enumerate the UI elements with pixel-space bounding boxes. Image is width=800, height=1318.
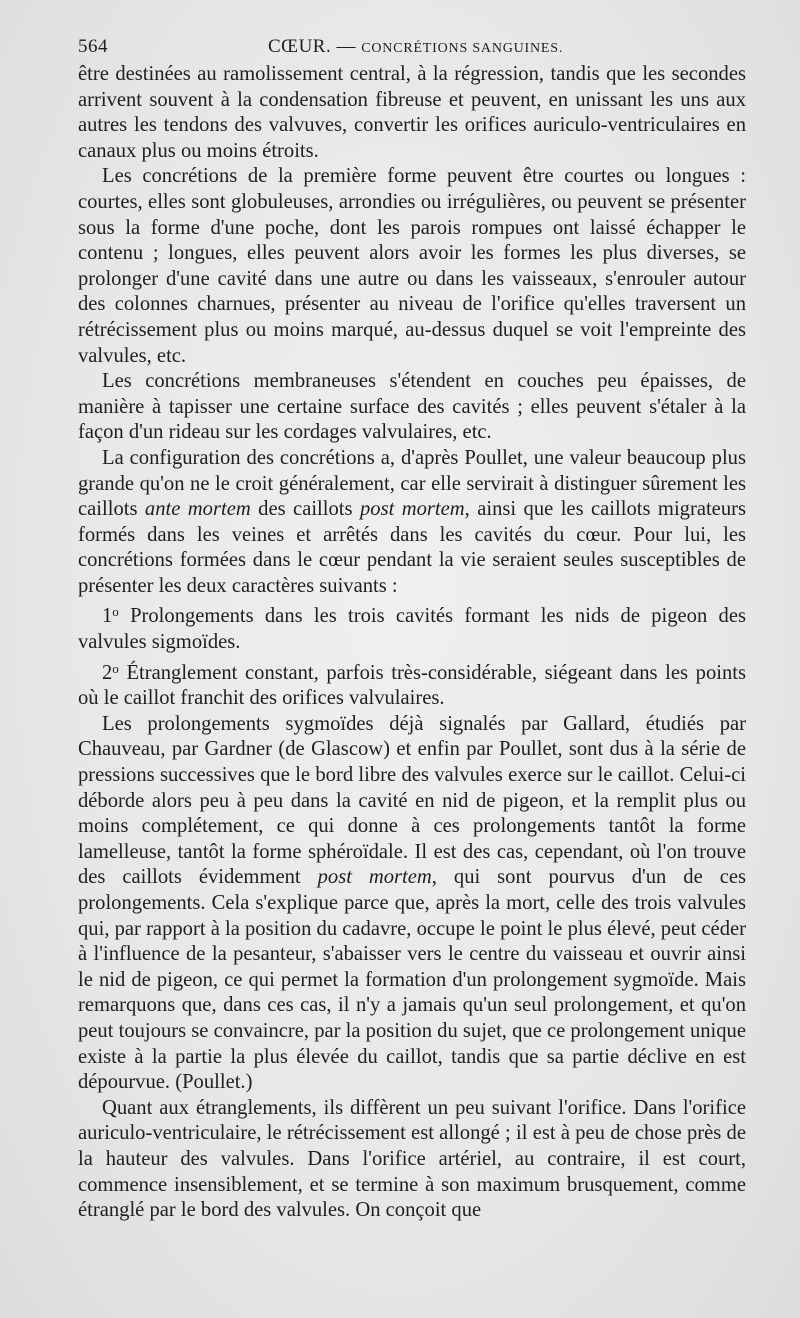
item-text: Prolongements dans les trois cavités formant les nids de pigeon des valvules sigmoïdes.: [78, 605, 746, 654]
paragraph-first-form: Les concrétions de la première forme peuvent être courtes ou longues : courtes, elles sont globuleuses, arrondies ou irrégulières, ou peuvent se présenter sous la forme d'une poche, dont les parois rompues ont laissé échapper le contenu ; longues, elles peuvent alors avoir les formes les plus diverses, se prolonger d'une cavité dans une autre ou dans les vaisseaux, s'enrouler autour des colonnes charnues, présenter au niveau de l'orifice qu'elles traversent un rétrécissement plus ou moins marqué, au-dessus duquel se voit l'empreinte des valvules, etc.: [78, 165, 746, 367]
item-number: 2: [102, 661, 113, 684]
chapter-title: CŒUR.: [268, 36, 332, 57]
section-title: CONCRÉTIONS SANGUINES.: [361, 41, 564, 56]
italic-term: post mortem: [317, 866, 432, 889]
paragraph-prolongements: [78, 712, 746, 1096]
text-run: La configuration des concrétions a, d'après Poullet, une valeur beaucoup plus grande qu'on ne le croit généralement, car elle servirait à distinguer sûrement les caillots: [78, 446, 746, 521]
item-text: Étranglement constant, parfois très-considérable, siégeant dans les points où le caillot franchit des orifices valvulaires.: [78, 661, 747, 710]
italic-term: ante mortem: [144, 498, 251, 521]
paragraph-configuration: [78, 446, 746, 600]
paragraph-membranous: Les concrétions membraneuses s'étendent en couches peu épaisses, de manière à tapisser une certaine surface des cavités ; elles peuvent s'étaler à la façon d'un rideau sur les cordages valvulaires, etc.: [78, 370, 746, 444]
text-run: des caillots: [258, 498, 353, 521]
list-item-1: [78, 599, 746, 655]
title-dash: —: [336, 36, 356, 57]
text-run: Les prolongements sygmoïdes déjà signalés par Gallard, étudiés par Chauveau, par Gardner (de Glascow) et enfin par Poullet, sont dus à la série de pressions successives que le bord libre des valvules exerce sur le caillot. Celui-ci déborde alors peu à peu dans la cavité en nid de pigeon, et la remplit plus ou moins complétement, ce qui donne à ces prolongements tantôt la forme lamelleuse, tantôt la forme sphéroïdale. Il est des cas, cependant, où l'on trouve des caillots évidemment: [78, 712, 746, 889]
ordinal-mark: o: [112, 660, 119, 676]
ordinal-mark: o: [112, 604, 119, 620]
text-run: , ainsi que les caillots migrateurs formés dans les veines et arrêtés dans les cavités du cœur. Pour lui, les concrétions formées dans le cœur pendant la vie seraient seules susceptibles de présenter les deux caractères suivants :: [78, 498, 746, 597]
body-text: [78, 62, 746, 1224]
running-header: [78, 28, 746, 62]
paragraph-continued: être destinées au ramolissement central, à la régression, tandis que les secondes arrivent souvent à la condensation fibreuse et peuvent, en unissant les uns aux autres les tendons des valvuves, convertir les orifices auriculo-ventriculaires en canaux plus ou moins étroits.: [78, 63, 746, 162]
page-number: 564: [78, 36, 108, 57]
paragraph-etranglements: Quant aux étranglements, ils diffèrent un peu suivant l'orifice. Dans l'orifice auriculo-ventriculaire, le rétrécissement est allongé ; il est à peu de chose près de la hauteur des valvules. Dans l'orifice artériel, au contraire, il est court, commence insensiblement, et se termine à son maximum brusquement, comme étranglé par le bord des valvules. On conçoit que: [78, 1096, 746, 1222]
italic-term: post mortem: [359, 498, 465, 521]
list-item-2: [78, 656, 746, 712]
item-number: 1: [102, 605, 113, 628]
text-run: , qui sont pourvus d'un de ces prolongements. Cela s'explique parce que, après la mort, celle des trois valvules qui, par rapport à la position du cadavre, occupe le point le plus élevé, peut céder à l'influence de la pesanteur, s'abaisser vers le centre du vaisseau et ouvrir ainsi le nid de pigeon, ce qui permet la formation d'un prolongement sygmoïde. Mais remarquons que, dans ces cas, il n'y a jamais qu'un seul prolongement, et qu'on peut toujours se convaincre, par la position du sujet, que ce prolongement unique existe à la partie la plus élevée du caillot, tandis que sa partie déclive en est dépourvue. (Poullet.): [78, 866, 746, 1094]
page-content: [78, 28, 746, 1224]
running-title: [268, 36, 563, 58]
